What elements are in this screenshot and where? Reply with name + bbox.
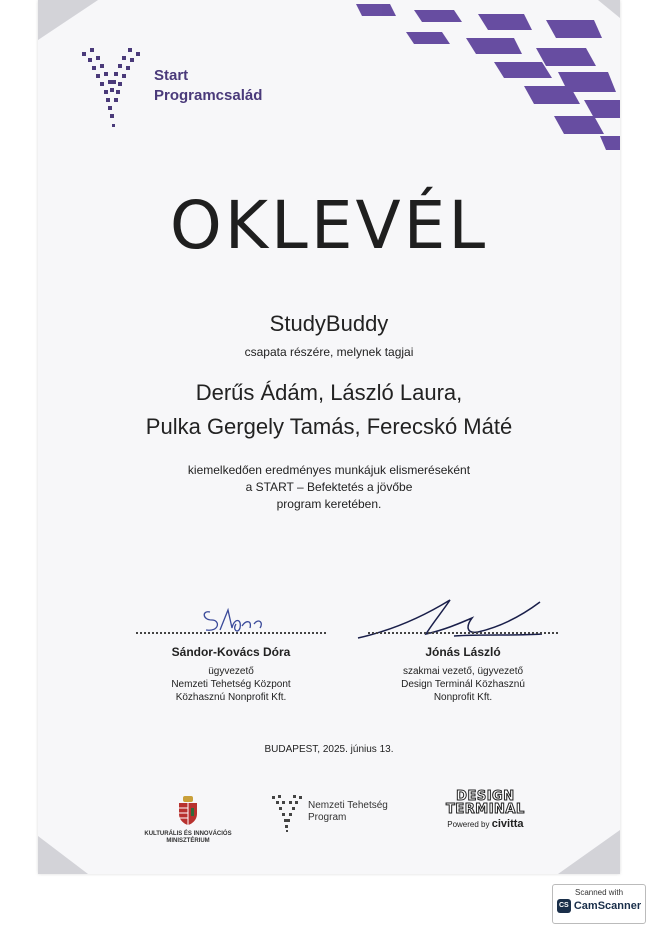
dt-line-2: TERMINAL <box>446 802 525 817</box>
signatory-role: szakmai vezető, ügyvezető <box>402 666 524 677</box>
members-line-2: Pulka Gergely Tamás, Ferecskó Máté <box>145 414 513 439</box>
ntp-line-1: Nemzeti Tehetség <box>308 800 388 811</box>
members-line-1: Derűs Ádám, László Laura, <box>195 380 463 405</box>
ntp-mark-icon <box>270 792 304 836</box>
signature-line <box>368 632 558 634</box>
signatory-role: ügyvezető <box>208 666 254 677</box>
certificate-title: OKLEVÉL <box>169 187 489 264</box>
signatory-right <box>348 596 578 704</box>
ministry-line-1: KULTURÁLIS ÉS INNOVÁCIÓS <box>144 831 232 837</box>
place-date: BUDAPEST, 2025. június 13. <box>264 744 394 755</box>
ministry-logo <box>138 796 238 845</box>
team-subtitle: csapata részére, melynek tagjai <box>244 345 414 359</box>
camscanner-name: CamScanner <box>573 900 642 912</box>
signatory-org-2: Közhasznú Nonprofit Kft. <box>175 692 287 703</box>
camscanner-icon: CS <box>557 899 571 913</box>
powered-by-label: Powered by <box>447 820 490 829</box>
award-text <box>38 462 620 513</box>
dt-powered-by <box>446 818 525 830</box>
camscanner-badge <box>552 884 646 924</box>
signature-line <box>136 632 326 634</box>
logo-line-2: Programcsalád <box>154 87 263 104</box>
ntp-line-2: Program <box>308 812 347 823</box>
signatory-org-1: Design Terminál Közhasznú <box>401 679 525 690</box>
award-line-1: kiemelkedően eredményes munkájuk elismeréseként <box>187 463 471 477</box>
logo-line-1: Start <box>154 67 189 84</box>
award-line-3: program keretében. <box>276 497 382 511</box>
signatory-org-1: Nemzeti Tehetség Központ <box>171 679 291 690</box>
design-terminal-logo <box>446 790 525 830</box>
start-logo-text <box>154 66 262 106</box>
ntp-logo <box>270 792 388 841</box>
ministry-line-2: MINISZTÉRIUM <box>166 838 210 844</box>
signatory-name: Sándor-Kovács Dóra <box>171 645 291 659</box>
civitta-label: civitta <box>491 818 524 830</box>
team-name: StudyBuddy <box>269 311 389 336</box>
scanned-with-label: Scanned with <box>574 888 624 897</box>
signatory-org-2: Nonprofit Kft. <box>433 692 493 703</box>
dt-line-1: DESIGN <box>456 789 515 804</box>
coat-of-arms-icon <box>177 796 199 826</box>
award-line-2: a START – Befektetés a jövőbe <box>245 480 413 494</box>
signatory-name: Jónás László <box>425 645 501 659</box>
signatory-left <box>116 596 346 704</box>
ntp-text <box>308 800 388 824</box>
certificate-sheet <box>38 0 620 874</box>
team-members <box>38 376 620 444</box>
start-logo-icon <box>78 44 148 134</box>
